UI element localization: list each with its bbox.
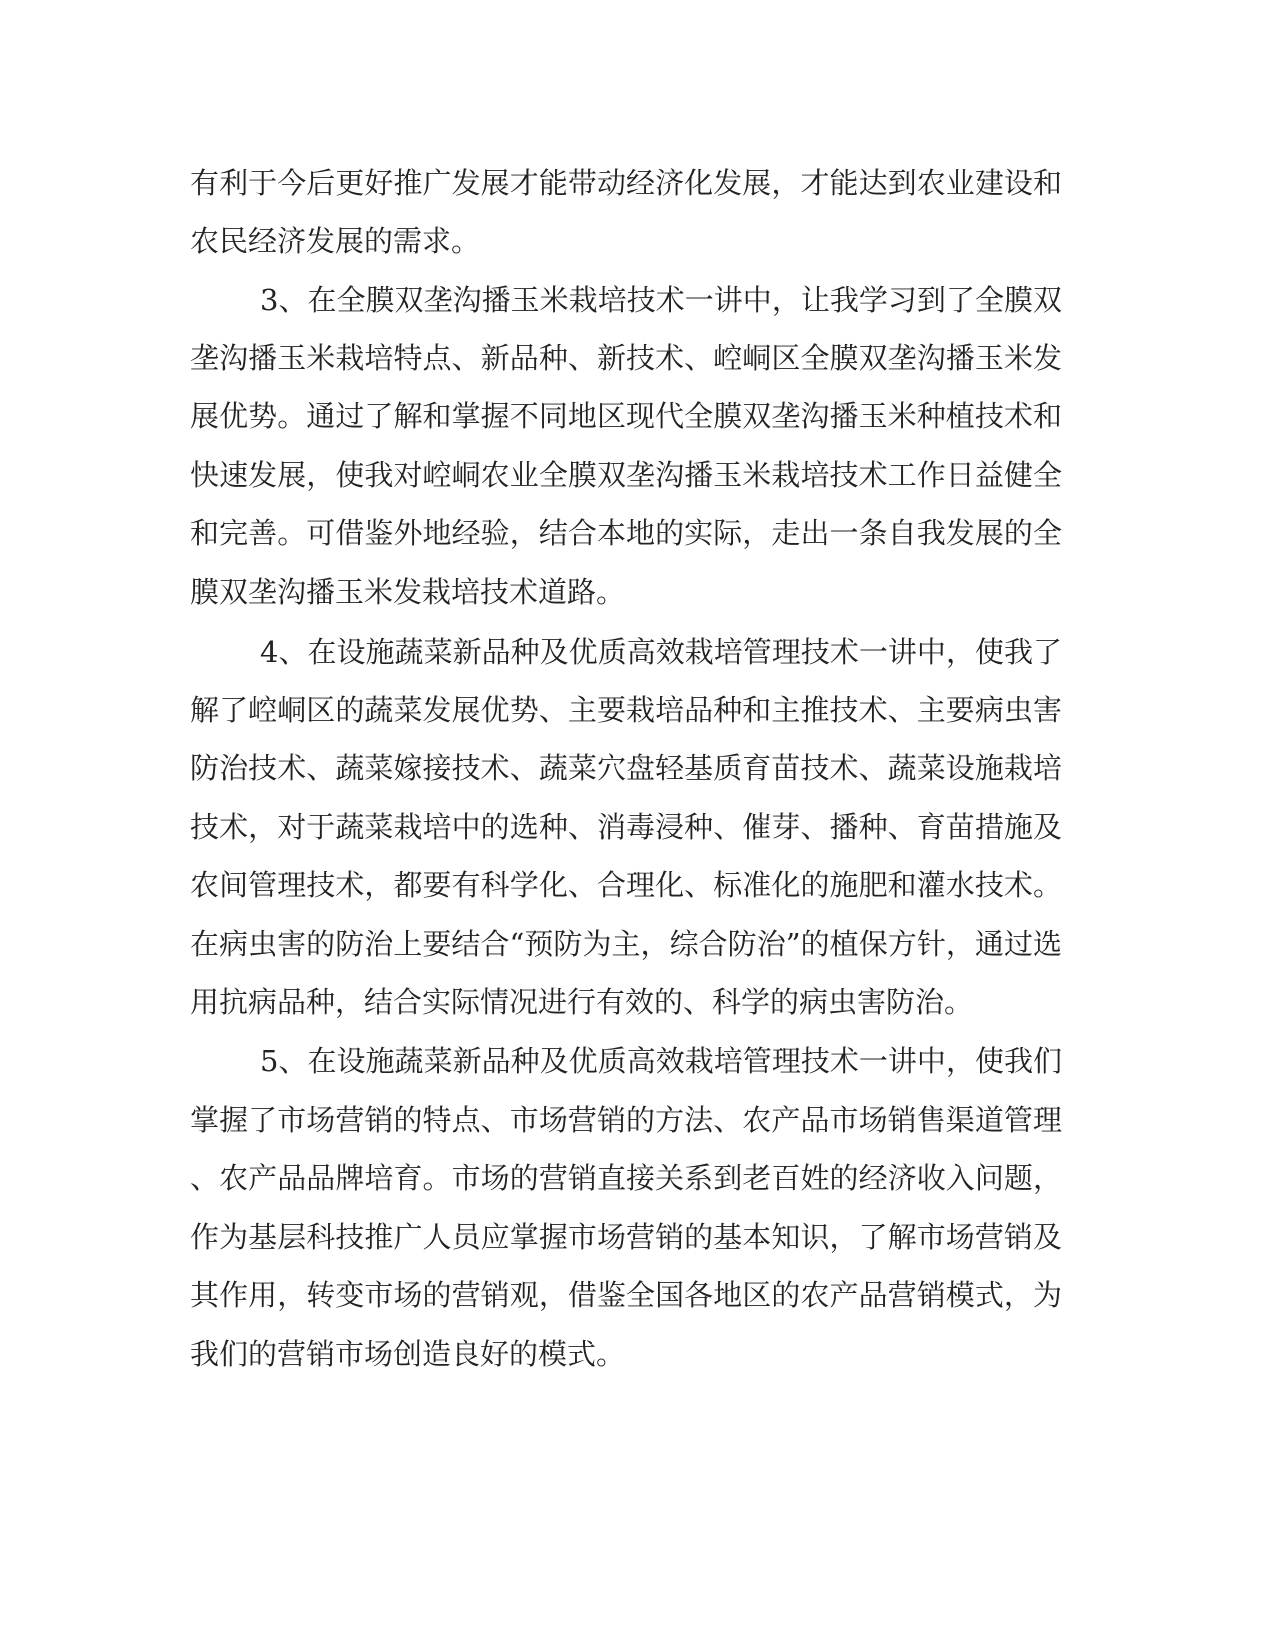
- paragraph-3-first-line: 3、在全膜双垄沟播玉米栽培技术一讲中，让我学习到了全膜双: [260, 283, 1062, 317]
- text-line: 用抗病品种，结合实际情况进行有效的、科学的病虫害防治。: [190, 985, 974, 1019]
- paragraph-4-first-line: 4、在设施蔬菜新品种及优质高效栽培管理技术一讲中，使我了: [260, 635, 1062, 669]
- text-line: 农间管理技术，都要有科学化、合理化、标准化的施肥和灌水技术。: [190, 868, 1062, 902]
- text-line: 展优势。通过了解和掌握不同地区现代全膜双垄沟播玉米种植技术和: [190, 399, 1062, 433]
- text-line: 垄沟播玉米栽培特点、新品种、新技术、崆峒区全膜双垄沟播玉米发: [190, 341, 1062, 375]
- text-line: 快速发展，使我对崆峒农业全膜双垄沟播玉米栽培技术工作日益健全: [190, 458, 1062, 492]
- text-line: 作为基层科技推广人员应掌握市场营销的基本知识，了解市场营销及: [190, 1220, 1062, 1254]
- text-line: 在病虫害的防治上要结合“预防为主，综合防治”的植保方针，通过选: [190, 927, 1062, 961]
- text-line: 我们的营销市场创造良好的模式。: [190, 1337, 626, 1371]
- text-line: 膜双垄沟播玉米发栽培技术道路。: [190, 575, 626, 609]
- text-line: 掌握了市场营销的特点、市场营销的方法、农产品市场销售渠道管理: [190, 1103, 1062, 1137]
- text-line: 、农产品品牌培育。市场的营销直接关系到老百姓的经济收入问题，: [190, 1161, 1062, 1195]
- text-line: 有利于今后更好推广发展才能带动经济化发展，才能达到农业建设和: [190, 166, 1062, 200]
- text-line: 防治技术、蔬菜嫁接技术、蔬菜穴盘轻基质育苗技术、蔬菜设施栽培: [190, 751, 1062, 785]
- text-line: 解了崆峒区的蔬菜发展优势、主要栽培品种和主推技术、主要病虫害: [190, 693, 1062, 727]
- paragraph-5-first-line: 5、在设施蔬菜新品种及优质高效栽培管理技术一讲中，使我们: [260, 1044, 1062, 1078]
- text-line: 农民经济发展的需求。: [190, 224, 481, 258]
- text-line: 技术，对于蔬菜栽培中的选种、消毒浸种、催芽、播种、育苗措施及: [190, 810, 1062, 844]
- text-line: 和完善。可借鉴外地经验，结合本地的实际，走出一条自我发展的全: [190, 516, 1062, 550]
- text-line: 其作用，转变市场的营销观，借鉴全国各地区的农产品营销模式，为: [190, 1278, 1062, 1312]
